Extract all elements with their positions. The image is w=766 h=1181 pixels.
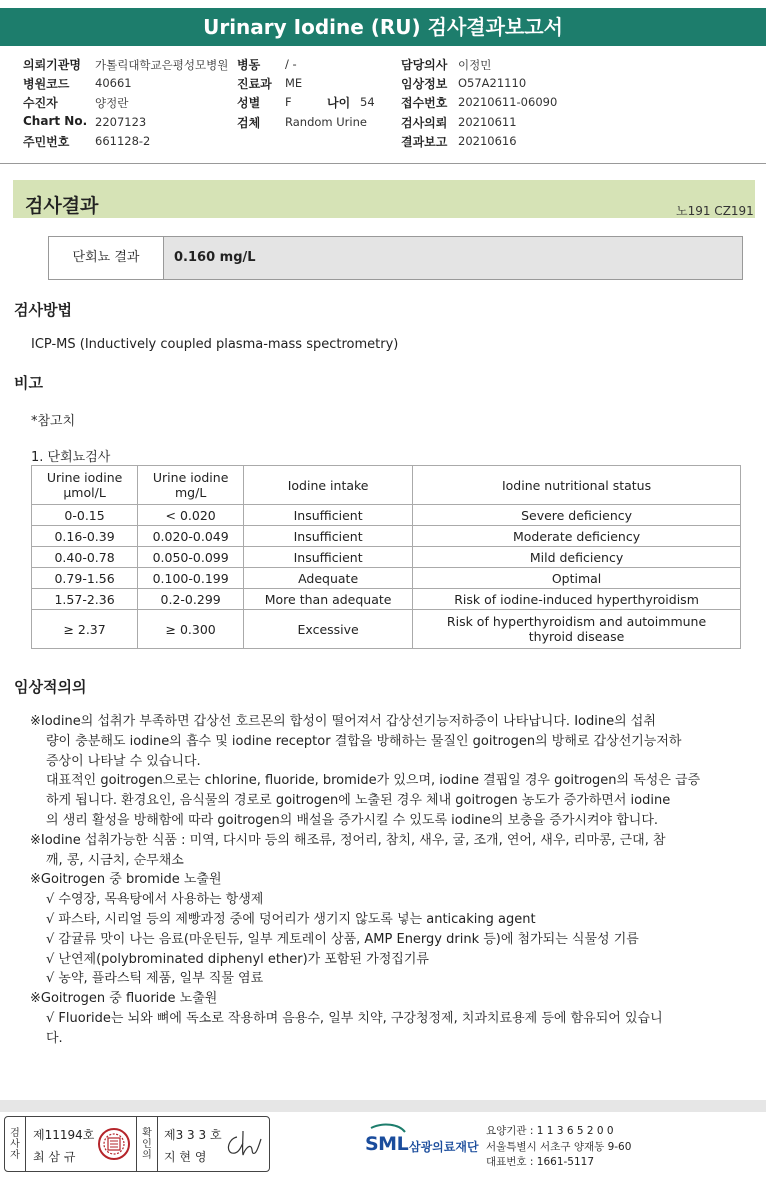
table-cell-text: ≥ 2.37	[63, 621, 106, 637]
table-cell	[138, 568, 244, 589]
table-cell-text: Insufficient	[293, 528, 363, 544]
header-label: 주민번호	[23, 135, 70, 149]
header-value: / -	[285, 57, 297, 71]
table-cell	[244, 568, 413, 589]
table-cell-text: ≥ 0.300	[165, 621, 216, 637]
table-cell	[244, 610, 413, 649]
report-title: Urinary Iodine (RU) 검사결과보고서	[0, 8, 766, 46]
table-cell-text: 0.2-0.299	[160, 591, 221, 607]
header-value: 20210611	[458, 115, 517, 129]
sml-logo	[365, 1122, 485, 1162]
examiner-label: 검 사 자	[5, 1117, 26, 1171]
clinical-line: 다.	[46, 1030, 63, 1046]
table-cell-text: 0.050-0.099	[152, 549, 229, 565]
clinical-text	[30, 712, 730, 1049]
age-value: 54	[360, 95, 375, 109]
table-row	[32, 526, 741, 547]
table-header-text: Iodine intake	[287, 477, 369, 493]
header-label: Chart No.	[23, 114, 88, 128]
table-cell	[32, 589, 138, 610]
table-header-text: μmol/L	[63, 485, 106, 500]
header-value: O57A21110	[458, 76, 527, 90]
table-row	[32, 547, 741, 568]
table-cell-text: Severe deficiency	[521, 507, 633, 523]
header-label: 결과보고	[401, 135, 448, 149]
table-header-cell	[32, 466, 138, 505]
clinical-line: 깨, 콩, 시금치, 순무채소	[46, 852, 184, 868]
table-cell	[32, 547, 138, 568]
header-label: 접수번호	[401, 96, 448, 110]
header-label: 진료과	[237, 77, 272, 91]
table-cell-text: 0.40-0.78	[54, 549, 115, 565]
header-label: 성별	[237, 96, 261, 110]
table-cell	[138, 547, 244, 568]
confirmer-name: 지 현 영	[164, 1150, 207, 1164]
table-cell	[32, 526, 138, 547]
table-header-cell	[413, 466, 741, 505]
header-label: 임상정보	[401, 77, 448, 91]
table-cell-text: Moderate deficiency	[512, 528, 641, 544]
table-cell	[413, 568, 741, 589]
table-cell-text: Optimal	[551, 570, 602, 586]
table-cell	[413, 526, 741, 547]
header-value: 가톨릭대학교은평성모병원	[95, 58, 229, 72]
table-cell	[138, 505, 244, 526]
header-label: 병원코드	[23, 77, 70, 91]
table-cell	[138, 589, 244, 610]
clinical-line: 량이 충분해도 iodine의 흡수 및 iodine receptor 결합을 방해하는 물질인 goitrogen의 방해로 갑상선기능저하	[46, 733, 682, 749]
table-row	[32, 589, 741, 610]
header-label: 검사의뢰	[401, 116, 448, 130]
method-text: ICP-MS (Inductively coupled plasma-mass spectrometry)	[31, 337, 399, 352]
header-value: Random Urine	[285, 115, 367, 129]
table-cell	[32, 568, 138, 589]
clinical-line: ※Iodine의 섭취가 부족하면 갑상선 호르몬의 합성이 떨어져서 갑상선기능저하증이 나타납니다. Iodine의 섭취	[30, 714, 656, 729]
reference-label: *참고치	[31, 414, 76, 429]
org-info	[486, 1124, 631, 1171]
clinical-line: 의 생리 활성을 방해함에 따라 goitrogen의 배설을 증가시킬 수 있도록 iodine의 보충을 증가시켜야 합니다.	[46, 812, 659, 828]
remarks-heading: 비고	[14, 374, 43, 392]
signature-icon	[223, 1127, 263, 1165]
header-value: 이정민	[458, 58, 492, 72]
table-cell-text: Mild deficiency	[529, 549, 624, 565]
table-cell-text: 0.020-0.049	[152, 528, 229, 544]
result-section-band	[13, 180, 755, 218]
header-label: 병동	[237, 58, 261, 72]
table-cell	[32, 610, 138, 649]
table-cell-text: More than adequate	[264, 591, 392, 607]
header-value: 20210611-06090	[458, 95, 558, 109]
table-cell	[244, 589, 413, 610]
table-cell	[32, 505, 138, 526]
org-name: 삼광의료재단	[409, 1140, 479, 1154]
header-value: 40661	[95, 76, 132, 90]
header-label: 검체	[237, 116, 261, 130]
confirmer-label: 확 인 의	[136, 1117, 158, 1171]
table-header-text: Urine iodine	[152, 470, 229, 485]
table-header-text: Iodine nutritional status	[501, 477, 652, 493]
clinical-line: 증상이 나타날 수 있습니다.	[46, 753, 201, 769]
table-row	[32, 610, 741, 649]
header-value: F	[285, 95, 292, 109]
age-label: 나이	[327, 96, 351, 110]
table-cell-text: Adequate	[298, 570, 359, 586]
table-cell	[138, 526, 244, 547]
clinical-line: ※Goitrogen 중 bromide 노출원	[30, 872, 222, 888]
header-value: 2207123	[95, 115, 147, 129]
table-cell-text: thyroid disease	[528, 629, 625, 644]
reference-table	[31, 465, 741, 649]
result-section-title: 검사결과	[25, 195, 99, 217]
table-cell-text: Risk of hyperthyroidism and autoimmune	[446, 614, 707, 629]
clinical-line: √ 난연제(polybrominated diphenyl ether)가 포함된 가정집기류	[46, 951, 429, 967]
table-cell	[413, 547, 741, 568]
table-cell-text: Insufficient	[293, 507, 363, 523]
table-cell-text: < 0.020	[165, 507, 216, 523]
table-cell-text: Insufficient	[293, 549, 363, 565]
header-label: 수진자	[23, 96, 58, 110]
table-header-row	[32, 466, 741, 505]
table-row	[32, 505, 741, 526]
single-result-label: 단회뇨 결과	[49, 237, 164, 279]
table-cell-text: Risk of iodine-induced hyperthyroidism	[454, 591, 699, 607]
org-info-code: 요양기관 : 1 1 3 6 5 2 0 0	[486, 1125, 614, 1137]
clinical-line: √ 감귤류 맛이 나는 음료(마운틴듀, 일부 게토레이 상품, AMP Energy drink 등)에 첨가되는 식물성 기름	[46, 931, 639, 947]
org-info-phone: 대표번호 : 1661-5117	[486, 1156, 595, 1168]
table-cell	[413, 589, 741, 610]
confirmer-license: 제3 3 3 호	[164, 1128, 222, 1142]
header-value: 양정란	[95, 96, 129, 110]
table-cell	[244, 505, 413, 526]
table-cell	[244, 526, 413, 547]
table-cell-text: 0.79-1.56	[54, 570, 115, 586]
clinical-line: √ 파스타, 시리얼 등의 제빵과정 중에 덩어리가 생기지 않도록 넣는 anticaking agent	[46, 911, 536, 927]
clinical-heading: 임상적의의	[14, 678, 87, 696]
footer-band	[0, 1100, 766, 1112]
header-info	[0, 50, 766, 160]
single-result-box	[48, 236, 743, 280]
method-heading: 검사방법	[14, 301, 72, 319]
table-cell-text: 0-0.15	[64, 507, 105, 523]
header-value: ME	[285, 76, 303, 90]
header-value: 661128-2	[95, 134, 151, 148]
table-header-cell	[244, 466, 413, 505]
table-cell	[413, 610, 741, 649]
table-caption: 1. 단회뇨검사	[31, 450, 111, 465]
clinical-line: ※Goitrogen 중 fluoride 노출원	[30, 991, 218, 1007]
table-cell-text: 1.57-2.36	[54, 591, 115, 607]
table-cell-text: Excessive	[297, 621, 359, 637]
table-cell	[244, 547, 413, 568]
table-header-cell	[138, 466, 244, 505]
org-info-address: 서울특별시 서초구 양재동 9-60	[486, 1140, 632, 1153]
header-label: 담당의사	[401, 58, 448, 72]
header-value: 20210616	[458, 134, 517, 148]
table-header-text: Urine iodine	[46, 470, 123, 485]
table-header-text: mg/L	[175, 485, 207, 500]
header-divider	[0, 163, 766, 164]
sml-logo-text: SML	[365, 1133, 409, 1155]
table-row	[32, 568, 741, 589]
result-section-code: 노191 CZ191	[676, 204, 754, 218]
examiner-license: 제11194호	[33, 1128, 95, 1142]
table-cell-text: 0.100-0.199	[152, 570, 229, 586]
single-result-value: 0.160 mg/L	[164, 237, 742, 279]
clinical-line: √ 수영장, 목욕탕에서 사용하는 항생제	[46, 892, 264, 908]
table-cell-text: 0.16-0.39	[54, 528, 115, 544]
clinical-line: √ Fluoride는 뇌와 뼈에 독소로 작용하며 음용수, 일부 치약, 구강청정제, 치과치료용제 등에 함유되어 있습니	[46, 1010, 663, 1026]
seal-icon	[97, 1127, 131, 1161]
clinical-line: 하게 됩니다. 환경요인, 음식물의 경로로 goitrogen에 노출된 경우 체내 goitrogen 농도가 증가하면서 iodine	[46, 793, 671, 809]
clinical-line: 대표적인 goitrogen으로는 chlorine, fluoride, bromide가 있으며, iodine 결핍일 경우 goitrogen의 독성은 급증	[46, 773, 701, 789]
clinical-line: √ 농약, 플라스틱 제품, 일부 직물 염료	[46, 971, 264, 987]
header-label: 의뢰기관명	[23, 58, 81, 72]
signature-box	[4, 1116, 270, 1172]
table-cell	[138, 610, 244, 649]
examiner-name: 최 삼 규	[33, 1150, 76, 1164]
table-cell	[413, 505, 741, 526]
clinical-line: ※Iodine 섭취가능한 식품 : 미역, 다시마 등의 해조류, 정어리, 참치, 새우, 굴, 조개, 연어, 새우, 리마콩, 근대, 참	[30, 832, 666, 848]
